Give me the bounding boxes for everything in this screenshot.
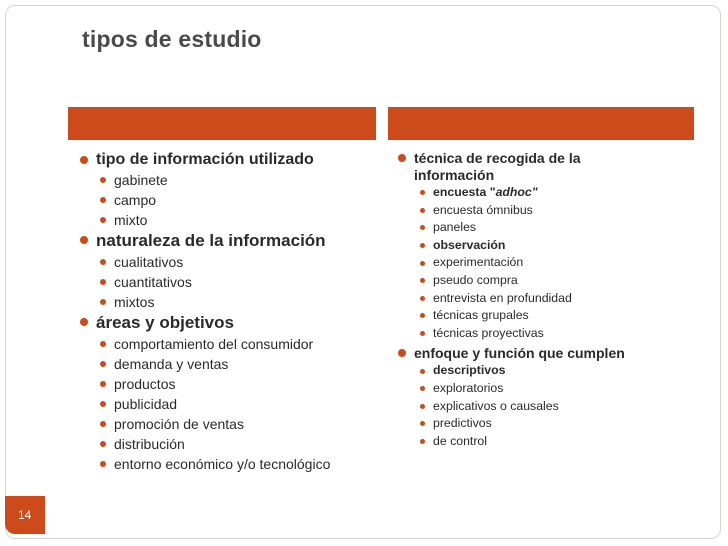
bullet-icon: [100, 461, 106, 467]
list-item: [388, 290, 708, 308]
section-heading: [70, 150, 380, 170]
bullet-icon: [100, 441, 106, 447]
list-item: [70, 414, 380, 434]
item-text: distribución: [114, 436, 185, 452]
right-column: [388, 150, 708, 450]
item-text: mixtos: [114, 294, 155, 310]
bullet-icon: [420, 208, 425, 213]
list-item: [388, 362, 708, 380]
bullet-icon: [420, 296, 425, 301]
heading-text: enfoque y función que cumplen: [414, 345, 625, 362]
page-number-badge: [5, 496, 45, 534]
bullet-icon: [100, 421, 106, 427]
item-text: técnicas grupales: [433, 308, 529, 323]
bullet-icon: [100, 341, 106, 347]
bullet-icon: [420, 190, 425, 195]
list-item: [388, 415, 708, 433]
item-text: promoción de ventas: [114, 416, 244, 432]
list-item: [70, 252, 380, 272]
list-item: [388, 325, 708, 343]
section-heading: [70, 230, 380, 252]
list-item: [70, 354, 380, 374]
page-number: 14: [18, 508, 32, 522]
bullet-icon: [420, 369, 425, 374]
item-text: cuantitativos: [114, 274, 192, 290]
item-text: encuesta ": [433, 185, 496, 199]
item-text: de control: [433, 433, 488, 448]
item-text: encuesta ómnibus: [433, 202, 533, 217]
bullet-icon: [80, 318, 88, 326]
item-text: predictivos: [433, 416, 492, 431]
list-item: [70, 210, 380, 230]
bullet-icon: [80, 156, 88, 164]
bullet-icon: [420, 313, 425, 318]
item-text: campo: [114, 192, 157, 208]
heading-text: tipo de información utilizado: [96, 151, 314, 168]
list-item: [388, 254, 708, 272]
bullet-icon: [100, 401, 106, 407]
item-text: técnicas proyectivas: [433, 325, 544, 340]
bullet-icon: [100, 381, 106, 387]
bullet-icon: [398, 349, 406, 357]
bullet-icon: [100, 197, 106, 203]
item-text: explicativos o causales: [433, 398, 559, 413]
item-text: comportamiento del consumidor: [114, 336, 314, 352]
bullet-icon: [100, 259, 106, 265]
bullet-icon: [420, 261, 425, 266]
item-text-italic: adhoc": [495, 185, 538, 199]
list-item: [70, 170, 380, 190]
bullet-icon: [420, 225, 425, 230]
bullet-icon: [100, 361, 106, 367]
right-header-band: [388, 107, 694, 140]
list-item: [388, 237, 708, 255]
list-item: [70, 454, 380, 474]
item-text: demanda y ventas: [114, 356, 229, 372]
item-text: gabinete: [114, 172, 168, 188]
item-text: pseudo compra: [433, 272, 518, 287]
left-column: [70, 150, 380, 474]
item-text: observación: [433, 237, 506, 252]
list-item: [388, 307, 708, 325]
slide-title: tipos de estudio: [82, 26, 262, 52]
section-heading: [70, 312, 380, 334]
item-text: productos: [114, 376, 176, 392]
bullet-icon: [398, 154, 406, 162]
heading-text: técnica de recogida de la información: [414, 150, 581, 183]
item-text: descriptivos: [433, 363, 506, 378]
item-text: mixto: [114, 212, 148, 228]
bullet-icon: [420, 278, 425, 283]
list-item: [388, 272, 708, 290]
bullet-icon: [420, 439, 425, 444]
list-item: [388, 202, 708, 220]
bullet-icon: [100, 279, 106, 285]
bullet-icon: [80, 236, 88, 244]
list-item: [388, 184, 708, 202]
bullet-icon: [420, 404, 425, 409]
item-text: paneles: [433, 220, 477, 235]
bullet-icon: [420, 386, 425, 391]
section-heading: [388, 150, 708, 184]
list-item: [388, 380, 708, 398]
left-header-band: [68, 107, 376, 140]
item-text: cualitativos: [114, 254, 184, 270]
list-item: [388, 433, 708, 451]
item-text: publicidad: [114, 396, 178, 412]
bullet-icon: [420, 421, 425, 426]
item-text: entorno económico y/o tecnológico: [114, 456, 331, 472]
heading-text: naturaleza de la información: [96, 231, 326, 250]
item-text: exploratorios: [433, 380, 504, 395]
list-item: [70, 292, 380, 312]
list-item: [388, 219, 708, 237]
list-item: [70, 272, 380, 292]
list-item: [70, 394, 380, 414]
list-item: [70, 374, 380, 394]
list-item: [388, 398, 708, 416]
list-item: [70, 434, 380, 454]
bullet-icon: [100, 299, 106, 305]
item-text: entrevista en profundidad: [433, 290, 572, 305]
heading-text: áreas y objetivos: [96, 313, 234, 332]
bullet-icon: [100, 177, 106, 183]
list-item: [70, 190, 380, 210]
item-text: experimentación: [433, 255, 524, 270]
section-heading: [388, 345, 708, 362]
bullet-icon: [420, 331, 425, 336]
bullet-icon: [100, 217, 106, 223]
list-item: [70, 334, 380, 354]
bullet-icon: [420, 243, 425, 248]
